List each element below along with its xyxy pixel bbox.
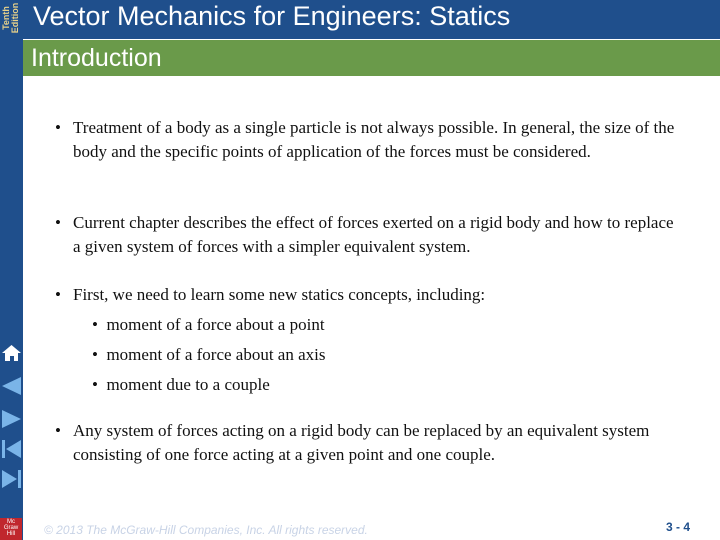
first-slide-icon [0, 438, 23, 460]
home-icon [0, 342, 23, 364]
bullet-item [40, 419, 680, 467]
sub-bullet-item [92, 343, 326, 367]
next-slide-icon [0, 408, 23, 430]
bullet-marker: • [92, 315, 98, 334]
bullet-text: Current chapter describes the effect of forces exerted on a rigid body and how to replace a given system of forces with a simpler equivalent system. [73, 213, 674, 256]
slide-deck-title: Vector Mechanics for Engineers: Statics [33, 1, 511, 31]
previous-slide-icon [0, 375, 23, 397]
bullet-marker: • [55, 213, 61, 232]
sub-bullet-text: moment of a force about an axis [106, 345, 326, 364]
bullet-marker: • [55, 421, 61, 440]
next-slide-button[interactable] [0, 408, 23, 430]
sub-bullet-text: moment due to a couple [106, 375, 270, 394]
bullet-marker: • [92, 375, 98, 394]
bullet-marker: • [55, 285, 61, 304]
edition-text: Tenth Edition [1, 2, 20, 34]
publisher-logo [0, 518, 22, 540]
section-title: Introduction [31, 44, 162, 72]
bullet-text: First, we need to learn some new statics concepts, including: [73, 285, 486, 304]
last-slide-button[interactable] [0, 468, 23, 490]
bullet-marker: • [92, 345, 98, 364]
sub-bullet-text: moment of a force about a point [106, 315, 325, 334]
first-slide-button[interactable] [0, 438, 23, 460]
home-button[interactable] [0, 342, 23, 364]
bullet-marker: • [55, 118, 61, 137]
bullet-item [40, 283, 680, 307]
last-slide-icon [0, 468, 23, 490]
section-bar [23, 40, 720, 76]
previous-slide-button[interactable] [0, 375, 23, 397]
edition-label [0, 0, 23, 40]
page-number: 3 - 4 [665, 520, 690, 534]
logo-text: Mc Graw Hill [3, 519, 19, 537]
title-bar [23, 0, 720, 39]
bullet-item [40, 211, 680, 259]
sub-bullet-item [92, 313, 325, 337]
bullet-item [40, 116, 680, 164]
bullet-text: Treatment of a body as a single particle is not always possible. In general, the size of the body and the specific points of application of the forces must be considered. [73, 118, 675, 161]
sub-bullet-item [92, 373, 270, 397]
bullet-text: Any system of forces acting on a rigid body can be replaced by an equivalent system consisting of one force acting at a given point and one couple. [73, 421, 650, 464]
copyright-notice: © 2013 The McGraw-Hill Companies, Inc. All rights reserved. [44, 523, 368, 537]
